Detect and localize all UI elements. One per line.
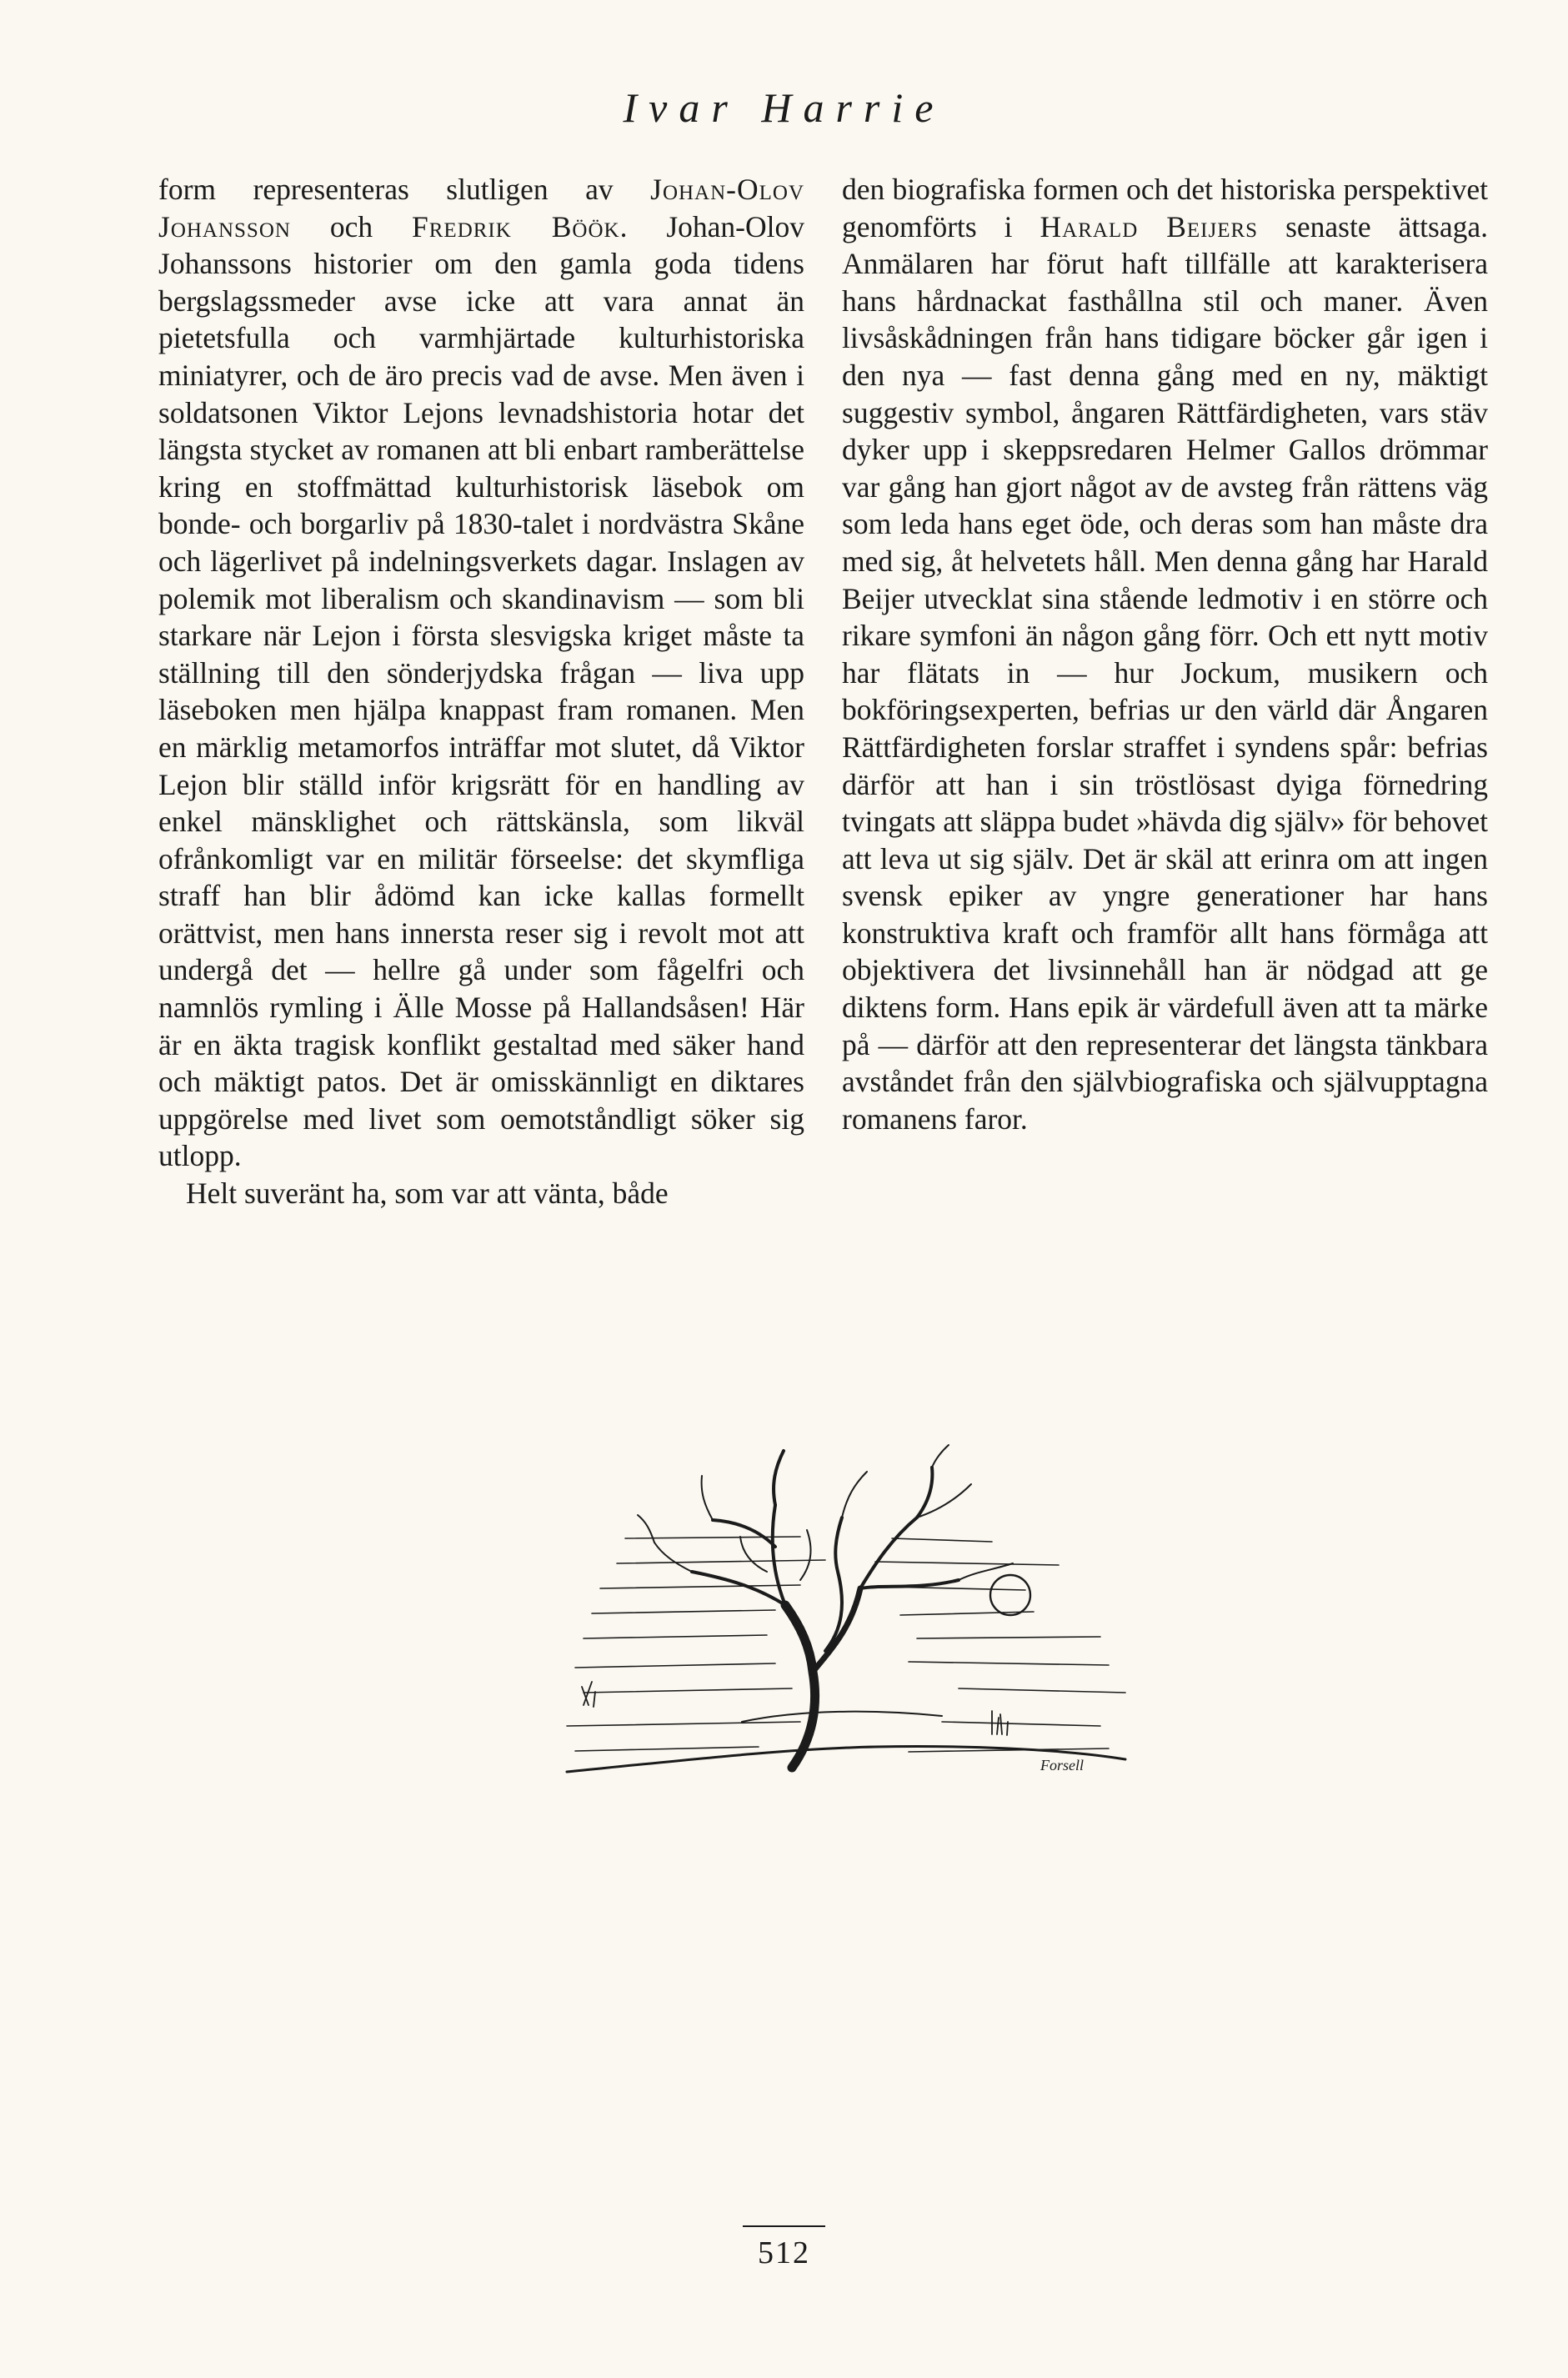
paragraph: den biografiska formen och det historiska perspektivet genomförts i Harald Beijers senaste ättsaga. Anmälaren har förut haft tillfälle att karakterisera hans hårdnackat fasthållna stil och maner. Även livsåskådningen från hans tidigare böcker går igen i den nya — fast denna gång med en ny, mäktigt suggestiv symbol, ångaren Rättfärdigheten, vars stäv dyker upp i skeppsredaren Helmer Gallos drömmar var gång han gjort något av de avsteg från rättens väg som leda hans eget öde, och deras som han måste dra med sig, åt helvetets håll. Men denna gång har Harald Beijer utvecklat sina stående ledmotiv i en större och rikare symfoni än någon gång förr. Och ett nytt motiv har flätats in — hur Jockum, musikern och bokföringsexperten, befrias ur den värld där Ångaren Rättfärdigheten forslar straffet i syndens spår: befrias därför att han i sin tröstlösast dyiga förnedring tvingats att släppa budet »hävda dig själv» för behovet att leva ut sig själv. Det är skäl att erinra om att ingen svensk epiker av yngre generationer har hans konstruktiva kraft och framför allt hans förmåga att objektivera det livsinnehåll han är nödgad att ge diktens form. Hans epik är värdefull även att ta märke på — därför att den representerar det längsta tänkbara avståndet från den självbiografiska och självupptagna romanens faror.: [842, 173, 1488, 1136]
tree-illustration: [525, 1438, 1142, 1789]
running-header: Ivar Harrie: [623, 84, 945, 131]
paragraph: Helt suveränt ha, som var att vänta, både: [186, 1176, 669, 1211]
paragraph: form representeras slutligen av Johan-Olov Johansson och Fredrik Böök. Johan-Olov Johanssons historier om den gamla goda tidens bergslagssmeder avse icke att vara annat än pietetsfulla och varmhjärtade kulturhistoriska miniatyrer, och de äro precis vad de avse. Men även i soldatsonen Viktor Lejons levnadshistoria hotar det längsta stycket av romanen att bli enbart ramberättelse kring en stoffmättad kulturhistorisk läsebok om bonde- och borgarliv på 1830-talet i nordvästra Skåne och lägerlivet på indelningsverkets dagar. Inslagen av polemik mot liberalism och skandinavism — som bli starkare när Lejon i första slesvigska kriget måste ta ställning till den sönderjydska frågan — liva upp läseboken men hjälpa knappast fram romanen. Men en märklig metamorfos inträffar mot slutet, då Viktor Lejon blir ställd inför krigsrätt för en handling av enkel mänsklighet och rättskänsla, som likväl ofrånkomligt var en militär förseelse: det skymfliga straff han blir ådömd kan icke kallas formellt orättvist, men hans innersta reser sig i revolt mot att undergå det — hellre gå under som fågelfri och namnlös rymling i Älle Mosse på Hallandsåsen! Här är en äkta tragisk konflikt gestaltad med säker hand och mäktigt patos. Det är omisskännligt en diktares uppgörelse med livet som oemotståndligt söker sig utlopp.: [158, 173, 804, 1173]
author-name: Johan-Olov Johansson: [158, 173, 804, 243]
author-name: Fredrik Böök: [412, 209, 620, 243]
left-column: [158, 171, 804, 1212]
page-number: 512: [0, 2235, 1568, 2271]
artist-signature: Forsell: [1040, 1757, 1084, 1773]
author-name: Harald Beijers: [1039, 209, 1259, 243]
right-column: [842, 171, 1488, 1137]
